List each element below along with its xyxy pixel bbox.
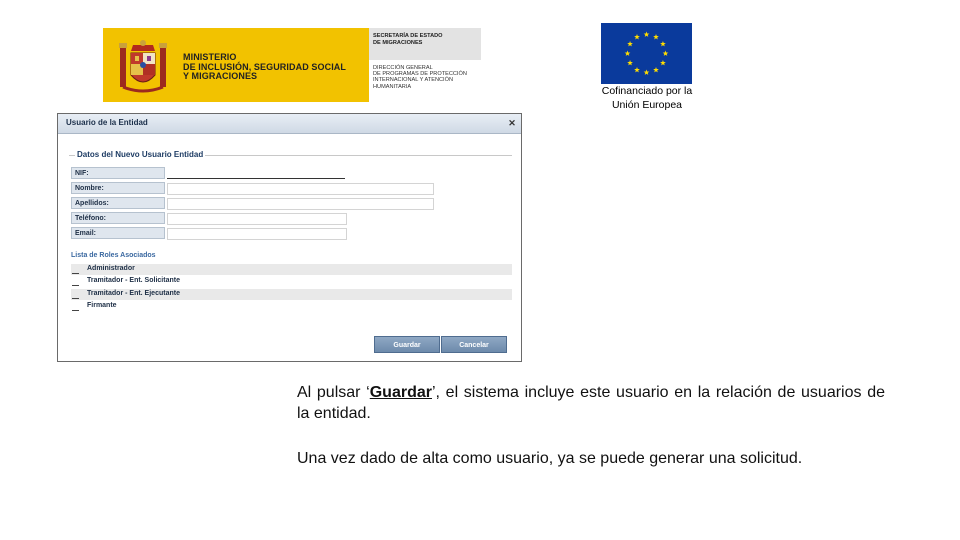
ministry-logo-yellow-panel [103,28,369,102]
direccion-line-3: INTERNACIONAL Y ATENCIÓN [373,77,453,84]
eu-caption-line-1: Cofinanciado por la [601,85,693,97]
secretaria-line-1: SECRETARÍA DE ESTADO [373,33,443,39]
secretaria-estado-text [373,33,443,46]
p1-text-after: ’, el sistema incluye este usuario en la relación de usuarios de la entidad. [297,384,885,422]
eu-caption [590,84,704,112]
role-label: Administrador [87,265,135,272]
guardar-emphasis: Guardar [369,384,432,401]
direccion-line-2: DE PROGRAMAS DE PROTECCIÓN [373,71,467,78]
instruction-paragraph-1 [297,382,885,424]
cancel-button[interactable]: Cancelar [441,336,507,353]
ministry-name-line-1: MINISTERIO [183,52,237,62]
apellidos-input[interactable] [167,198,434,210]
save-button[interactable]: Guardar [374,336,440,353]
role-row-firmante[interactable] [71,301,512,312]
role-row-tramitador-ejecutante[interactable] [71,289,512,300]
field-label-nif: NIF: [71,167,165,179]
instruction-paragraph-2: Una vez dado de alta como usuario, ya se puede generar una solicitud. [297,450,803,467]
ministry-name [183,53,346,82]
role-checkbox[interactable] [72,292,79,299]
role-checkbox[interactable] [72,279,79,286]
role-checkbox[interactable] [72,304,79,311]
role-row-administrador[interactable] [71,264,512,275]
direccion-line-4: HUMANITARIA [373,83,412,90]
nif-input[interactable] [167,167,345,179]
field-label-apellidos: Apellidos: [71,197,165,209]
coat-of-arms-icon [117,37,169,95]
secretaria-line-2: DE MIGRACIONES [373,39,423,46]
user-entity-dialog [57,113,522,362]
eu-caption-line-2: Unión Europea [611,99,683,111]
roles-list-title: Lista de Roles Asociados [71,252,156,259]
fieldset-legend: Datos del Nuevo Usuario Entidad [77,150,204,159]
role-label: Tramitador - Ent. Solicitante [87,277,180,284]
nombre-input[interactable] [167,183,434,195]
eu-flag-icon [601,23,692,84]
ministry-name-line-3: Y MIGRACIONES [183,71,258,81]
field-label-email: Email: [71,227,165,239]
dialog-title: Usuario de la Entidad [66,118,148,127]
ministry-name-line-2: DE INCLUSIÓN, SEGURIDAD SOCIAL [183,61,347,72]
email-input[interactable] [167,228,347,240]
direccion-line-1: DIRECCIÓN GENERAL [373,65,433,71]
role-row-tramitador-solicitante[interactable] [71,276,512,287]
telefono-input[interactable] [167,213,347,225]
role-label: Tramitador - Ent. Ejecutante [87,290,180,297]
close-icon[interactable]: ✕ [508,118,516,128]
direccion-general-text [373,65,467,90]
role-label: Firmante [87,302,117,309]
role-checkbox[interactable] [72,267,79,274]
field-label-nombre: Nombre: [71,182,165,194]
dialog-titlebar[interactable] [58,114,521,134]
field-label-telefono: Teléfono: [71,212,165,224]
ministry-logo [103,28,481,102]
p1-text-before: Al pulsar ‘ [297,384,370,401]
